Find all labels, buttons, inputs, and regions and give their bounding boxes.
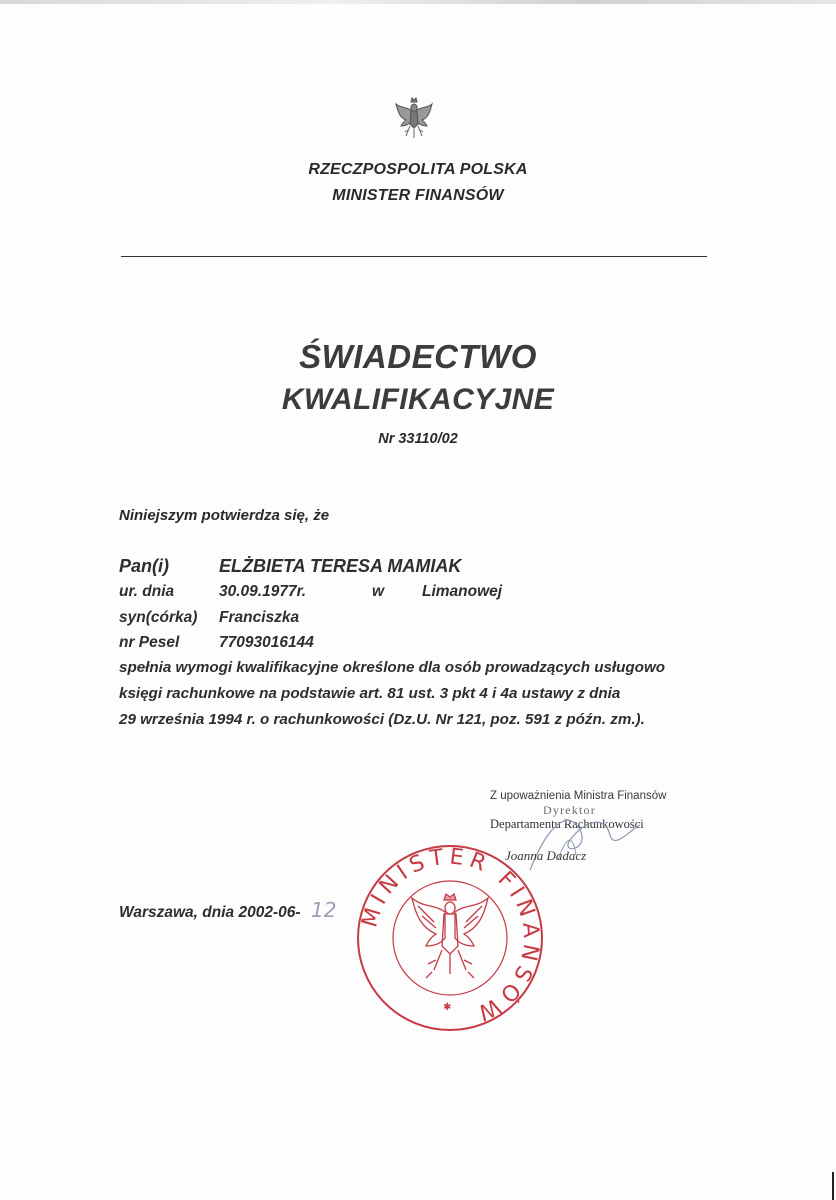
statement-line-1: spełnia wymogi kwalifikacyjne określone dla osób prowadzących usługowo [119, 659, 666, 676]
signer-role: Dyrektor [543, 803, 596, 817]
intro-text: Niniejszym potwierdza się, że [119, 507, 330, 524]
statement-line-2: księgi rachunkowe na podstawie art. 81 ust. 3 pkt 4 i 4a ustawy z dnia [119, 685, 621, 702]
pan-label: Pan(i) [119, 556, 170, 576]
person-name: ELŻBIETA TERESA MAMIAK [219, 556, 462, 576]
issue-day-handwritten: 12 [311, 898, 337, 922]
certificate-title: ŚWIADECTWO [299, 338, 537, 375]
qualification-statement [119, 655, 719, 733]
certificate-subtitle: KWALIFIKACYJNE [281, 383, 555, 416]
parent-name: Franciszka [219, 609, 300, 626]
authorization-stamp: Z upoważnienia Ministra Finansów [490, 790, 667, 802]
header-republic: RZECZPOSPOLITA POLSKA [308, 161, 528, 178]
certificate-number: Nr 33110/02 [378, 431, 458, 447]
scan-top-edge [0, 0, 836, 4]
svg-text:MINISTER FINANSÓW [357, 845, 543, 1027]
birth-date: 30.09.1977r. [219, 583, 307, 600]
polish-eagle-icon [394, 96, 434, 140]
issue-place-date: Warszawa, dnia 2002-06- [119, 904, 301, 921]
header-divider [121, 256, 707, 257]
seal-text: MINISTER FINANSÓW [357, 844, 544, 1027]
seal-eagle-icon [412, 894, 488, 978]
birth-place: Limanowej [422, 583, 503, 600]
pesel-label: nr Pesel [119, 634, 180, 651]
seal-star-icon: ✱ [443, 1002, 452, 1013]
scan-side-mark [832, 1172, 834, 1200]
header-ministry: MINISTER FINANSÓW [332, 187, 504, 204]
signer-name: Joanna Dadacz [505, 848, 587, 863]
birth-place-preposition: w [372, 583, 385, 600]
pesel-number: 77093016144 [219, 634, 314, 651]
parent-label: syn(córka) [119, 609, 198, 626]
birth-date-label: ur. dnia [119, 583, 175, 600]
statement-line-3: 29 września 1994 r. o rachunkowości (Dz.U. Nr 121, poz. 591 z późn. zm.). [119, 711, 645, 728]
signer-department: Departamentu Rachunkowości [490, 817, 644, 831]
